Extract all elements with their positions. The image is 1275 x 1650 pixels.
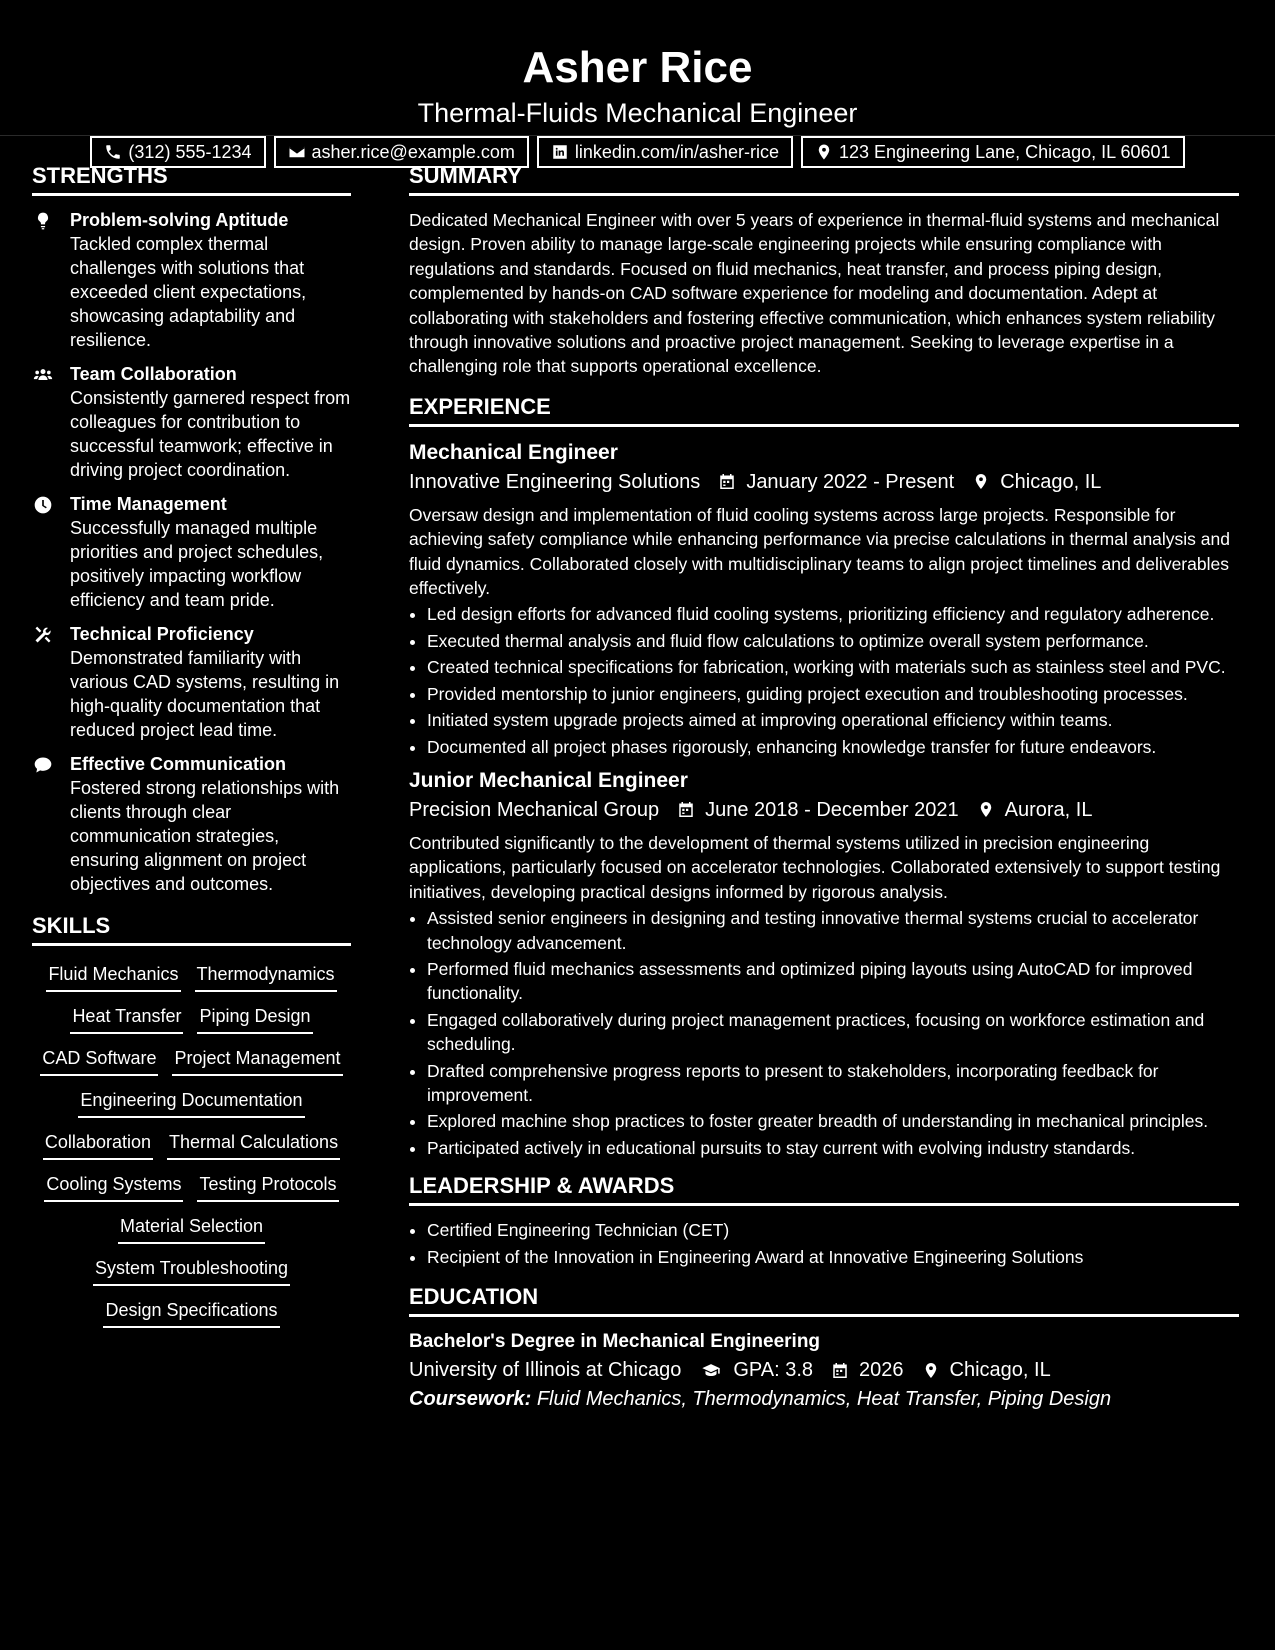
skill-tag: Project Management [172, 1046, 342, 1076]
job-bullet: • Engaged collaboratively during project management practices, focusing on workforce estimation and scheduling. [427, 1008, 1239, 1057]
job-bullet: • Explored machine shop practices to foster greater breadth of understanding in mechanical principles. [427, 1109, 1239, 1133]
calendar-icon [677, 800, 695, 819]
strength-title: Problem-solving Aptitude [70, 210, 289, 230]
phone-icon [104, 143, 122, 161]
strength-desc: Demonstrated familiarity with various CAD systems, resulting in high-quality documentation that reduced project lead time. [70, 648, 340, 740]
calendar-icon [831, 1361, 849, 1380]
graduation-cap-icon [699, 1361, 723, 1380]
skill-tag: Fluid Mechanics [46, 962, 180, 992]
strength-item [32, 622, 351, 742]
skill-tag: Cooling Systems [44, 1172, 183, 1202]
candidate-name: Asher Rice [522, 43, 753, 92]
map-pin-icon [815, 143, 833, 161]
education-entry [409, 1329, 1239, 1413]
tools-icon [32, 625, 54, 645]
strength-item [32, 752, 351, 896]
school-location: Chicago, IL [949, 1359, 1051, 1381]
strength-title: Effective Communication [70, 754, 287, 774]
award-item: • Certified Engineering Technician (CET) [427, 1218, 1239, 1242]
job-description: Contributed significantly to the development of thermal systems utilized in precision engineering applications, particularly focused on accelerator technologies. Collaborated extensively to support testing initiatives, developing practical designs informed by rigorous analysis. [409, 832, 1221, 902]
awards-heading: LEADERSHIP & AWARDS [409, 1172, 1239, 1206]
experience-heading: EXPERIENCE [409, 393, 1239, 427]
clock-icon [32, 495, 54, 515]
coursework-list: Fluid Mechanics, Thermodynamics, Heat Transfer, Piping Design [536, 1388, 1112, 1410]
map-pin-icon [922, 1361, 940, 1380]
job-bullet: • Created technical specifications for fabrication, working with materials such as stainless steel and PVC. [427, 655, 1239, 679]
summary-heading: SUMMARY [409, 162, 1239, 196]
linkedin-icon [551, 143, 569, 161]
skill-tag: Testing Protocols [197, 1172, 338, 1202]
job-company: Precision Mechanical Group [409, 798, 660, 821]
skill-tag: Collaboration [43, 1130, 153, 1160]
strength-title: Time Management [70, 494, 227, 514]
map-pin-icon [977, 800, 995, 819]
job-entry [409, 767, 1239, 1160]
job-bullets [409, 602, 1239, 758]
email-text: asher.rice@example.com [311, 142, 515, 162]
candidate-title: Thermal-Fluids Mechanical Engineer [417, 98, 858, 128]
job-location: Aurora, IL [1004, 798, 1093, 821]
job-location: Chicago, IL [1000, 470, 1102, 493]
strength-title: Team Collaboration [70, 364, 237, 384]
education-heading: EDUCATION [409, 1283, 1239, 1317]
job-bullet: • Performed fluid mechanics assessments and optimized piping layouts using AutoCAD for improved functionality. [427, 957, 1239, 1006]
phone-text: (312) 555-1234 [128, 142, 252, 162]
degree-title: Bachelor's Degree in Mechanical Engineering [409, 1331, 821, 1352]
strength-desc: Tackled complex thermal challenges with solutions that exceeded client expectations, showcasing adaptability and resilience. [70, 234, 307, 350]
skill-tag: Design Specifications [103, 1298, 279, 1328]
job-dates: January 2022 - Present [746, 470, 955, 493]
job-description: Oversaw design and implementation of fluid cooling systems across large projects. Responsible for achieving safety compliance while enhancing performance via precise calculations in thermal analysis and fluid dynamics. Collaborated closely with multidisciplinary teams to align project timelines and deliverables effectively. [409, 504, 1230, 599]
coursework [409, 1385, 1239, 1413]
job-bullet: • Executed thermal analysis and fluid flow calculations to optimize overall system performance. [427, 629, 1239, 653]
skill-tag: Engineering Documentation [78, 1088, 304, 1118]
resume-header [0, 0, 1275, 162]
right-column [409, 162, 1239, 1413]
strength-item [32, 208, 351, 352]
strength-title: Technical Proficiency [70, 624, 254, 644]
users-icon [32, 365, 54, 385]
job-entry [409, 439, 1239, 759]
job-title: Mechanical Engineer [409, 440, 618, 464]
address-text: 123 Engineering Lane, Chicago, IL 60601 [838, 142, 1171, 162]
strength-item [32, 492, 351, 612]
strength-item [32, 362, 351, 482]
job-bullet: • Initiated system upgrade projects aimed at improving operational efficiency within teams. [427, 708, 1239, 732]
linkedin-text: linkedin.com/in/asher-rice [574, 142, 779, 162]
job-bullet: • Documented all project phases rigorously, enhancing knowledge transfer for future endeavors. [427, 735, 1239, 759]
job-meta [409, 467, 1239, 497]
skill-tag: Thermodynamics [195, 962, 337, 992]
strength-desc: Successfully managed multiple priorities and project schedules, positively impacting workflow efficiency and team pride. [70, 518, 324, 610]
skill-tag: Material Selection [118, 1214, 265, 1244]
job-bullet: • Drafted comprehensive progress reports to present to stakeholders, incorporating feedback for improvement. [427, 1059, 1239, 1108]
strengths-heading: STRENGTHS [32, 162, 351, 196]
awards-list [409, 1218, 1239, 1269]
award-item: • Recipient of the Innovation in Engineering Award at Innovative Engineering Solutions [427, 1245, 1239, 1269]
skills-heading: SKILLS [32, 912, 351, 946]
skill-tag: CAD Software [40, 1046, 158, 1076]
skill-tag: Thermal Calculations [167, 1130, 340, 1160]
job-bullets [409, 906, 1239, 1160]
education-meta [409, 1355, 1239, 1385]
strength-desc: Consistently garnered respect from colleagues for contribution to successful teamwork; effective in driving project coordination. [70, 388, 351, 480]
job-company: Innovative Engineering Solutions [409, 470, 701, 493]
gpa: GPA: 3.8 [733, 1359, 814, 1381]
job-meta [409, 795, 1239, 825]
school-name: University of Illinois at Chicago [409, 1359, 682, 1381]
map-pin-icon [972, 472, 990, 491]
skill-tag: Piping Design [197, 1004, 312, 1034]
job-dates: June 2018 - December 2021 [705, 798, 959, 821]
comment-icon [32, 755, 54, 775]
strength-desc: Fostered strong relationships with clients through clear communication strategies, ensuring alignment on project objectives and outcomes. [70, 778, 340, 894]
skill-tag: Heat Transfer [70, 1004, 183, 1034]
summary-text: Dedicated Mechanical Engineer with over 5 years of experience in thermal-fluid systems and mechanical design. Proven ability to manage large-scale engineering projects while ensuring compliance with regulations and standards. Focused on fluid mechanics, heat transfer, and process piping design, complemented by hands-on CAD software experience for modeling and documentation. Adept at collaborating with stakeholders and fostering effective communication, which enhances system reliability through innovative solutions and proactive project management. Seeking to leverage expertise in a challenging role that supports operational excellence. [409, 210, 1220, 377]
skills-list [32, 962, 351, 1332]
job-bullet: • Participated actively in educational pursuits to stay current with evolving industry standards. [427, 1136, 1239, 1160]
skill-tag: System Troubleshooting [93, 1256, 290, 1286]
envelope-icon [288, 143, 306, 161]
job-bullet: • Provided mentorship to junior engineers, guiding project execution and troubleshooting processes. [427, 682, 1239, 706]
graduation-year: 2026 [859, 1359, 904, 1381]
lightbulb-icon [32, 211, 54, 231]
left-column [32, 162, 351, 1413]
coursework-label: Coursework: [409, 1388, 532, 1410]
calendar-icon [718, 472, 736, 491]
job-bullet: • Led design efforts for advanced fluid cooling systems, prioritizing efficiency and regulatory adherence. [427, 602, 1239, 626]
job-bullet: • Assisted senior engineers in designing and testing innovative thermal systems crucial to accelerator technology advancement. [427, 906, 1239, 955]
job-title: Junior Mechanical Engineer [409, 768, 688, 792]
